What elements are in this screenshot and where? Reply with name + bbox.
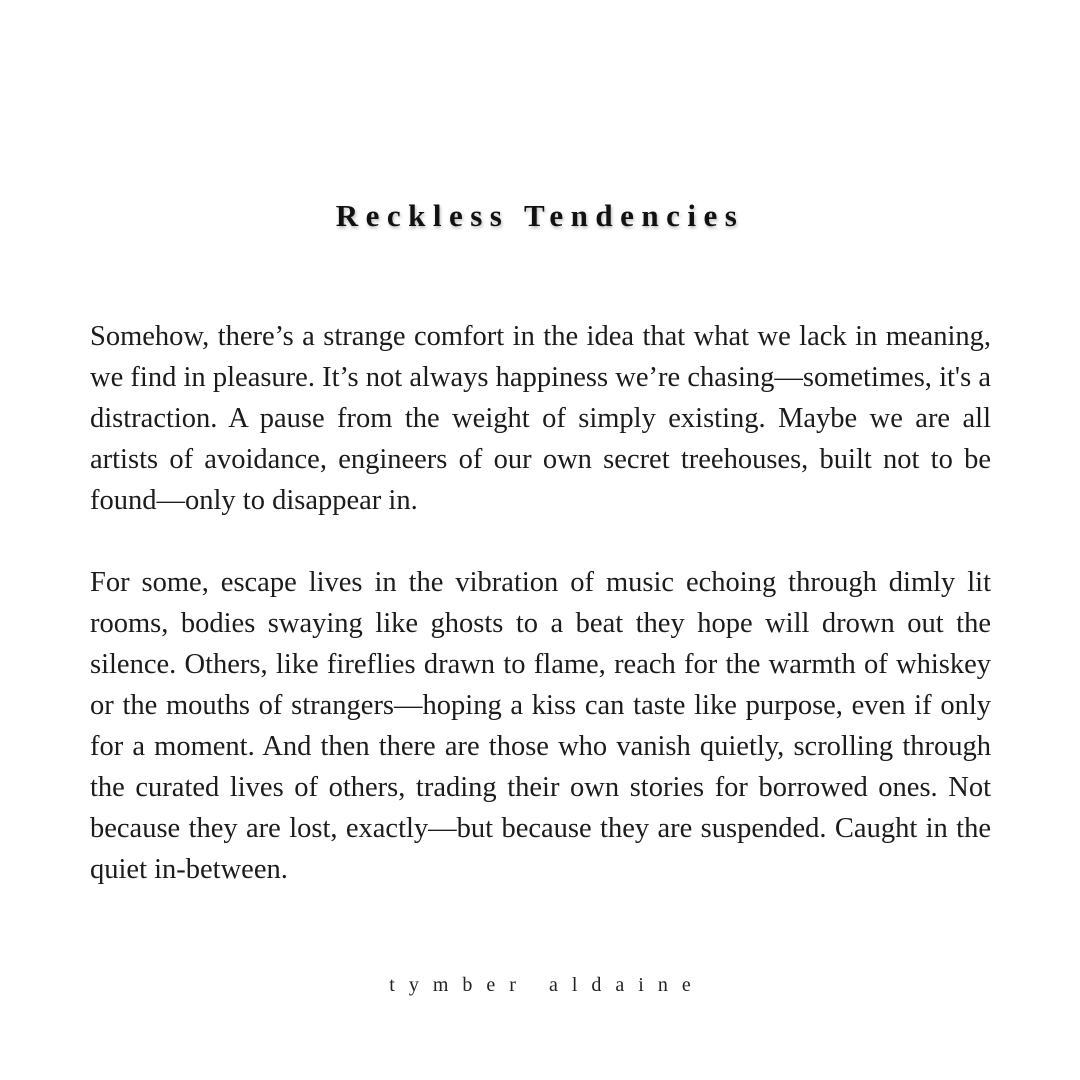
author-signature: tymber aldaine [389,974,705,996]
paragraph-1: Somehow, there’s a strange comfort in the idea that what we lack in meaning, we find in pleasure. It’s not always happiness we’re chasing—sometimes, it's a distraction. A pause from the weight of simply existing. Maybe we are all artists of avoidance, engineers of our own secret treehouses, built not to be found—only to disappear in. [90,321,991,516]
body-text [90,316,991,890]
paragraph-2: For some, escape lives in the vibration of music echoing through dimly lit rooms, bodies swaying like ghosts to a beat they hope will drown out the silence. Others, like fireflies drawn to flame, reach for the warmth of whiskey or the mouths of strangers—hoping a kiss can taste like purpose, even if only for a moment. And then there are those who vanish quietly, scrolling through the curated lives of others, trading their own stories for borrowed ones. Not because they are lost, exactly—but because they are suspended. Caught in the quiet in-between. [90,567,991,885]
page-title: Reckless Tendencies [335,198,745,233]
